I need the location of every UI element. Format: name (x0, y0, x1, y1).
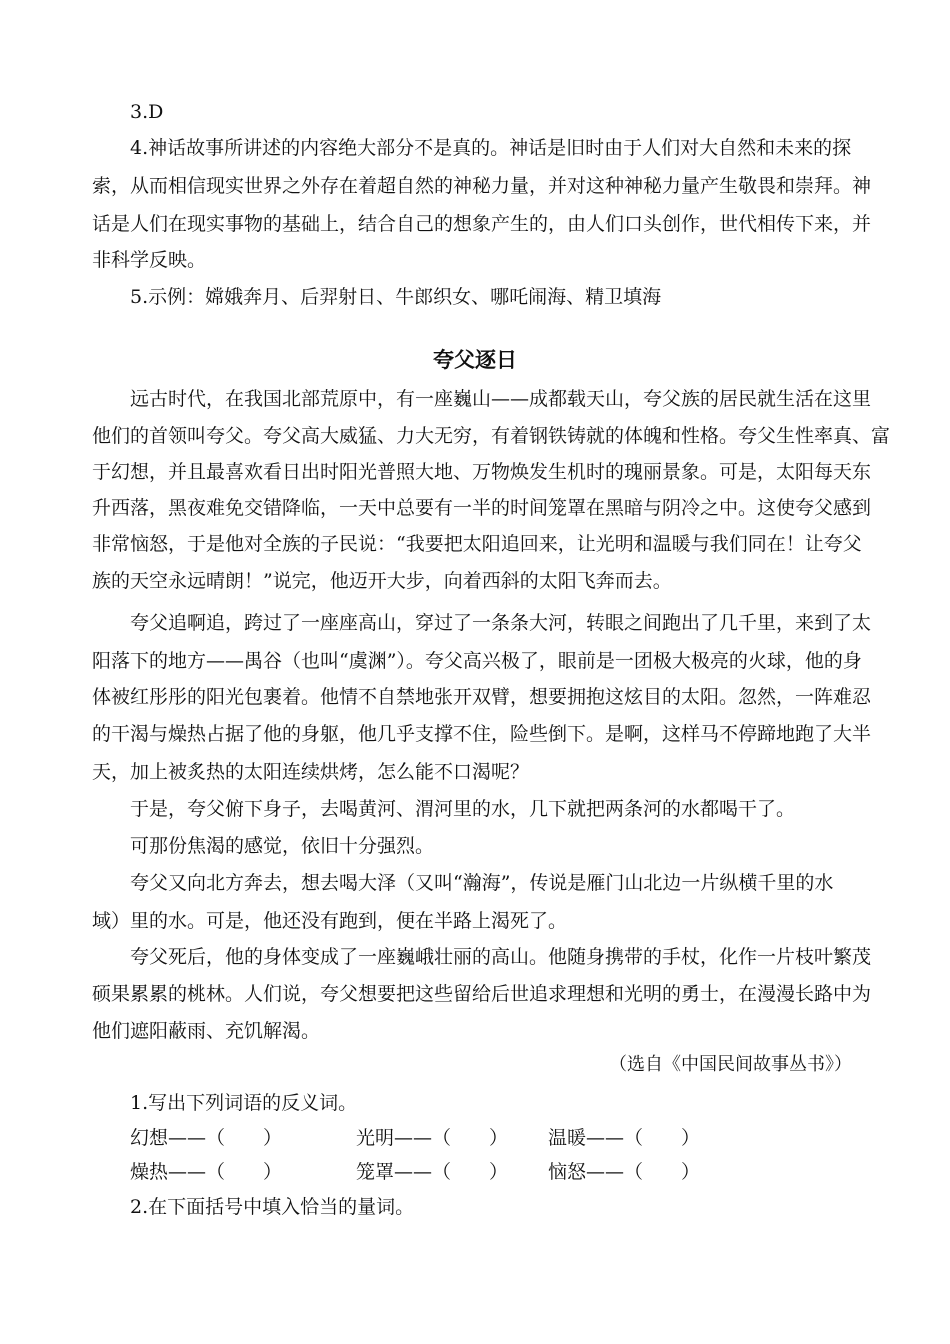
answer-5: 5.示例：嫦娥奔月、后羿射日、牛郎织女、哪吒闹海、精卫填海 (130, 286, 662, 308)
answer-4-line: 4.神话故事所讲述的内容绝大部分不是真的。神话是旧时由于人们对大自然和未来的探 (130, 137, 852, 159)
antonym-row (130, 1160, 872, 1184)
antonym-item: 恼怒——（ ） (548, 1161, 701, 1183)
story-paragraph-line: 天，加上被炙热的太阳连续烘烤，怎么能不口渴呢？ (92, 761, 530, 783)
antonym-item: 温暖——（ ） (548, 1127, 701, 1149)
antonym-row (130, 1126, 872, 1150)
story-paragraph-line: 于是，夸父俯下身子，去喝黄河、渭河里的水，几下就把两条河的水都喝干了。 (130, 798, 796, 820)
story-paragraph-line: 他们的首领叫夸父。夸父高大威猛、力大无穷，有着钢铁铸就的体魄和性格。夸父生性率真、富 (92, 425, 891, 447)
story-paragraph-line: 他们遮阳蔽雨、充饥解渴。 (92, 1020, 321, 1042)
story-paragraph-line: 夸父死后，他的身体变成了一座巍峨壮丽的高山。他随身携带的手杖，化作一片枝叶繁茂 (130, 946, 872, 968)
answer-4-line: 非科学反映。 (92, 249, 207, 271)
story-paragraph-line: 升西落，黑夜难免交错降临，一天中总要有一半的时间笼罩在黑暗与阴冷之中。这使夸父感到 (92, 497, 872, 519)
story-title: 夸父逐日 (433, 348, 517, 372)
story-paragraph-line: 夸父又向北方奔去，想去喝大泽（又叫“瀚海”，传说是雁门山北边一片纵横千里的水 (130, 872, 834, 894)
story-paragraph-line: 阳落下的地方——禺谷（也叫“虞渊”）。夸父高兴极了，眼前是一团极大极亮的火球，他的身 (92, 650, 862, 672)
story-paragraph-line: 域）里的水。可是，他还没有跑到，便在半路上渴死了。 (92, 910, 568, 932)
antonym-item: 燥热——（ ） (130, 1161, 283, 1183)
story-paragraph-line: 体被红彤彤的阳光包裹着。他情不自禁地张开双臂，想要拥抱这炫目的太阳。忽然，一阵难忍 (92, 686, 872, 708)
question-2: 2.在下面括号中填入恰当的量词。 (130, 1196, 415, 1218)
antonym-item: 笼罩——（ ） (356, 1161, 509, 1183)
antonym-item: 光明——（ ） (356, 1127, 509, 1149)
antonym-item: 幻想——（ ） (130, 1127, 283, 1149)
story-paragraph-line: 夸父追啊追，跨过了一座座高山，穿过了一条条大河，转眼之间跑出了几千里，来到了太 (130, 612, 872, 634)
answer-4-line: 索，从而相信现实世界之外存在着超自然的神秘力量，并对这种神秘力量产生敬畏和崇拜。神 (92, 175, 872, 197)
story-paragraph-line: 族的天空永远晴朗！”说完，他迈开大步，向着西斜的太阳飞奔而去。 (92, 570, 672, 592)
answer-4-line: 话是人们在现实事物的基础上，结合自己的想象产生的，由人们口头创作，世代相传下来，并 (92, 213, 872, 235)
story-source: （选自《中国民间故事丛书》） (609, 1054, 852, 1075)
question-1: 1.写出下列词语的反义词。 (130, 1092, 358, 1114)
story-paragraph-line: 可那份焦渴的感觉，依旧十分强烈。 (130, 835, 435, 857)
story-paragraph-line: 硕果累累的桃林。人们说，夸父想要把这些留给后世追求理想和光明的勇士，在漫漫长路中为 (92, 983, 872, 1005)
answer-3: 3.D (130, 101, 164, 123)
story-paragraph-line: 的干渴与燥热占据了他的身躯，他几乎支撑不住，险些倒下。是啊，这样马不停蹄地跑了大半 (92, 723, 872, 745)
story-paragraph-line: 于幻想，并且最喜欢看日出时阳光普照大地、万物焕发生机时的瑰丽景象。可是，太阳每天东 (92, 461, 872, 483)
story-paragraph-line: 远古时代，在我国北部荒原中，有一座巍山——成都载天山，夸父族的居民就生活在这里 (130, 388, 872, 410)
story-paragraph-line: 非常恼怒，于是他对全族的子民说：“我要把太阳追回来，让光明和温暖与我们同在！让夸父 (92, 533, 862, 555)
